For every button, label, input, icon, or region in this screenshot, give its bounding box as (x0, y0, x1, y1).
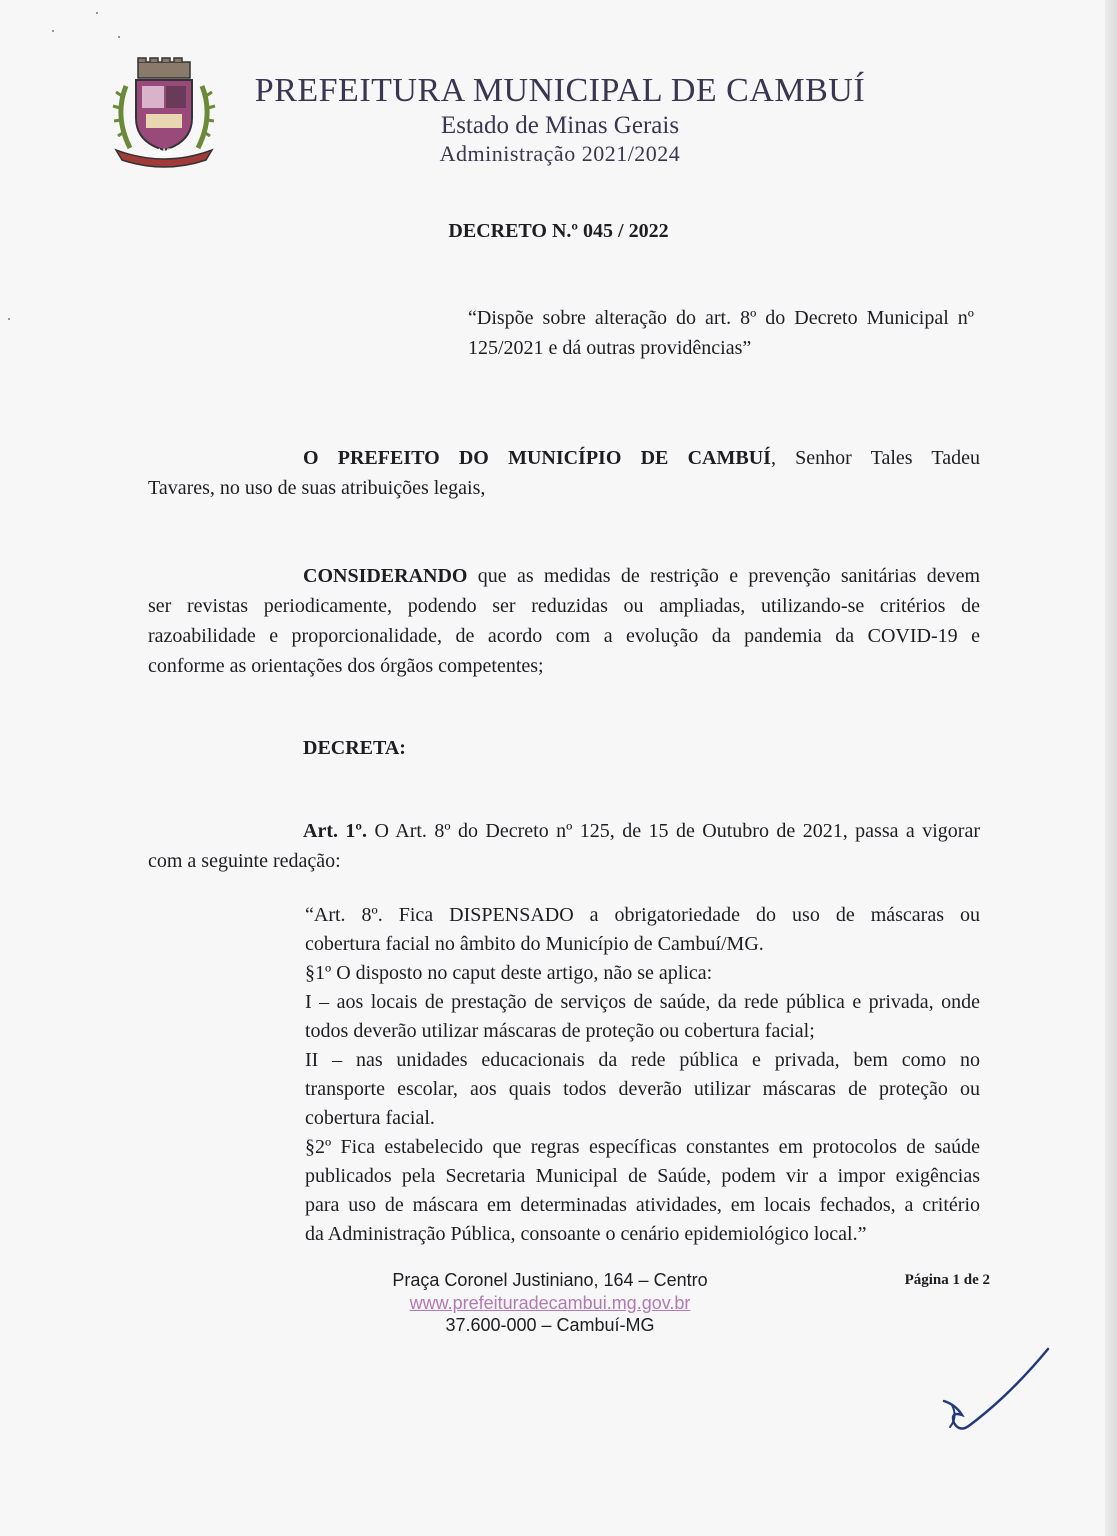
page-number: Página 1 de 2 (904, 1272, 990, 1288)
scan-speck (52, 30, 54, 32)
considerando-line: razoabilidade e proporcionalidade, de acordo com a evolução da pandemia da COVID-19 e (148, 625, 980, 647)
scan-speck (118, 36, 120, 38)
article-1-bold: Art. 1º. (303, 820, 368, 842)
decreta-heading: DECRETA: (303, 737, 406, 759)
quoted-article-line: cobertura facial. (305, 1107, 435, 1129)
header-administration: Administração 2021/2024 (439, 141, 681, 166)
considerando-line: conforme as orientações dos órgãos competentes; (148, 655, 544, 677)
quoted-article-line: “Art. 8º. Fica DISPENSADO a obrigatoriedade do uso de máscaras ou (305, 904, 980, 926)
header-state: Estado de Minas Gerais (440, 112, 680, 139)
preamble-text: , Senhor Tales Tadeu (770, 447, 980, 469)
footer-address: Praça Coronel Justiniano, 164 – Centro (392, 1270, 708, 1290)
decree-summary-line: “Dispõe sobre alteração do art. 8º do Decreto Municipal nº (468, 307, 974, 329)
considerando-bold: CONSIDERANDO (303, 565, 468, 587)
preamble-line: Tavares, no uso de suas atribuições legais, (148, 477, 486, 499)
footer-zip-city: 37.600-000 – Cambuí-MG (445, 1315, 655, 1335)
quoted-article-line: transporte escolar, aos quais todos deverão utilizar máscaras de proteção ou (305, 1078, 980, 1100)
preamble-line (303, 443, 980, 473)
decree-number: DECRETO N.º 045 / 2022 (448, 220, 669, 242)
article-1-text: O Art. 8º do Decreto nº 125, de 15 de Outubro de 2021, passa a vigorar (367, 820, 980, 842)
considerando-line: ser revistas periodicamente, podendo ser reduzidas ou ampliadas, utilizando-se critérios de (148, 595, 980, 617)
footer-website-link[interactable]: www.prefeituradecambui.mg.gov.br (409, 1293, 691, 1313)
quoted-article-line: todos deverão utilizar máscaras de proteção ou cobertura facial; (305, 1020, 815, 1042)
decree-summary-line: 125/2021 e dá outras providências” (468, 337, 752, 359)
signature-icon (930, 1345, 1060, 1435)
quoted-article-line: §1º O disposto no caput deste artigo, não se aplica: (305, 962, 713, 984)
quoted-article-line: publicados pela Secretaria Municipal de Saúde, podem vir a impor exigências (305, 1165, 980, 1187)
quoted-article-line: §2º Fica estabelecido que regras específicas constantes em protocolos de saúde (305, 1136, 980, 1158)
scan-speck (8, 318, 10, 320)
article-1-line: com a seguinte redação: (148, 850, 341, 872)
preamble-bold: O PREFEITO DO MUNICÍPIO DE CAMBUÍ (303, 447, 771, 469)
header-title: PREFEITURA MUNICIPAL DE CAMBUÍ (254, 72, 866, 109)
quoted-article-line: para uso de máscara em determinadas atividades, em locais fechados, a critério (305, 1194, 980, 1216)
quoted-article-line: da Administração Pública, consoante o cenário epidemiológico local.” (305, 1223, 867, 1245)
quoted-article-line: I – aos locais de prestação de serviços de saúde, da rede pública e privada, onde (305, 991, 980, 1013)
article-1-line (303, 816, 980, 846)
quoted-article-line: cobertura facial no âmbito do Município de Cambuí/MG. (305, 933, 764, 955)
scan-speck (96, 12, 98, 14)
quoted-article-line: II – nas unidades educacionais da rede pública e privada, bem como no (305, 1049, 980, 1071)
coat-of-arms-label: CAMBUÍ (143, 147, 185, 157)
considerando-text: que as medidas de restrição e prevenção sanitárias devem (467, 565, 980, 587)
considerando-line (303, 561, 980, 591)
